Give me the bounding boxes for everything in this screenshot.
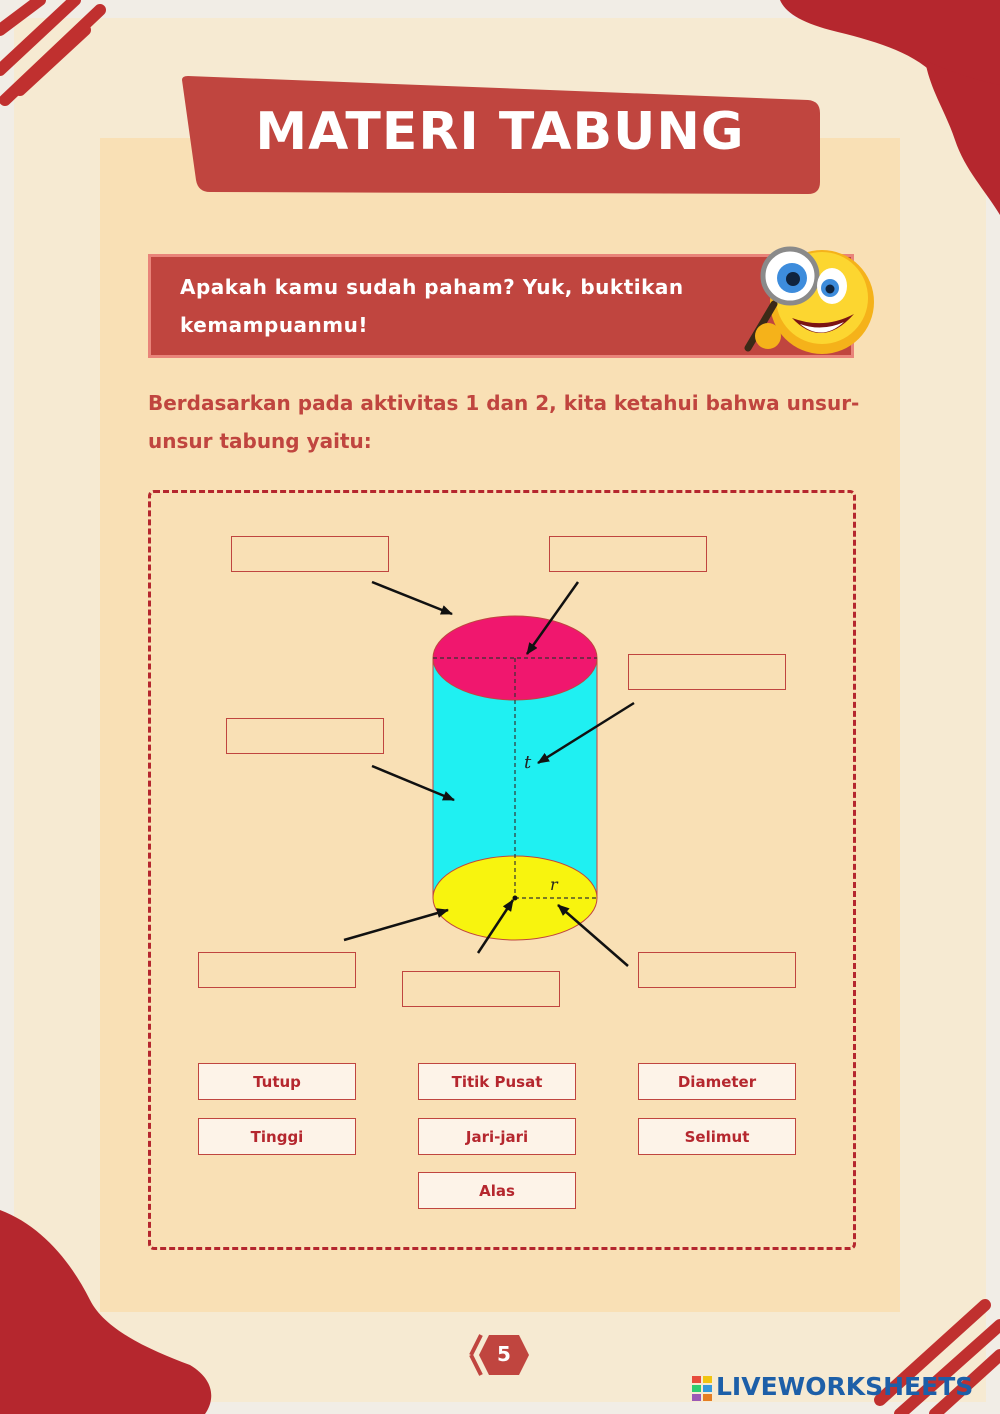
- answer-slot-bottom-center[interactable]: [402, 971, 560, 1007]
- answer-slot-bottom-right[interactable]: [638, 952, 796, 988]
- choice-tinggi[interactable]: Tinggi: [198, 1118, 356, 1155]
- answer-slot-right[interactable]: [628, 654, 786, 690]
- arrow-top-surface: [372, 582, 452, 614]
- cylinder-shape: [433, 616, 597, 940]
- page-title: MATERI TABUNG: [255, 102, 745, 162]
- answer-slot-top-right[interactable]: [549, 536, 707, 572]
- arrow-base: [344, 910, 448, 940]
- choice-diameter[interactable]: Diameter: [638, 1063, 796, 1100]
- height-label: t: [524, 752, 532, 773]
- choice-selimut[interactable]: Selimut: [638, 1118, 796, 1155]
- answer-slot-top-left[interactable]: [231, 536, 389, 572]
- liveworksheets-logo-icon: [690, 1374, 714, 1402]
- page-number: 5: [497, 1342, 511, 1366]
- intro-text: Berdasarkan pada aktivitas 1 dan 2, kita ketahui bahwa unsur-unsur tabung yaitu:: [148, 391, 860, 453]
- radius-label: r: [550, 875, 558, 894]
- answer-slot-bottom-left[interactable]: [198, 952, 356, 988]
- center-point: [513, 896, 518, 901]
- brand-wordmark: LIVEWORKSHEETS: [716, 1372, 974, 1401]
- choice-titik-pusat[interactable]: Titik Pusat: [418, 1063, 576, 1100]
- prompt-text: Apakah kamu sudah paham? Yuk, buktikan kemampuanmu!: [180, 275, 684, 337]
- choice-jari-jari[interactable]: Jari-jari: [418, 1118, 576, 1155]
- choice-alas[interactable]: Alas: [418, 1172, 576, 1209]
- choice-tutup[interactable]: Tutup: [198, 1063, 356, 1100]
- answer-slot-left[interactable]: [226, 718, 384, 754]
- arrow-radius: [558, 905, 628, 966]
